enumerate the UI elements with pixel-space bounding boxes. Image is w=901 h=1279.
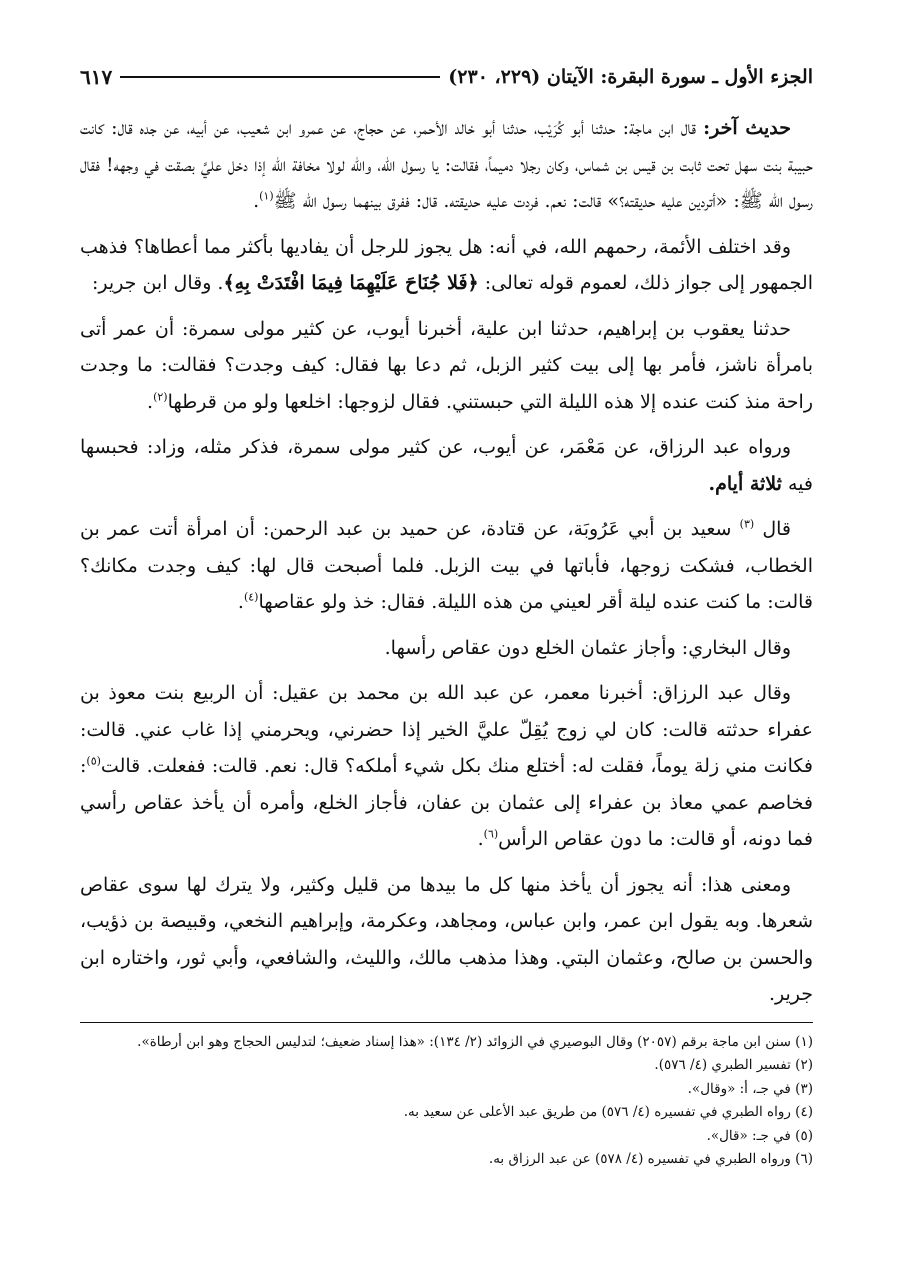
paragraph-tail: . وقال ابن جرير: (92, 272, 224, 294)
paragraph-tail: . (477, 828, 484, 850)
footnote-ref-3: (٣) (739, 517, 755, 531)
paragraph-2 (80, 229, 813, 302)
footnote-1: (١) سنن ابن ماجة برقم (٢٠٥٧) وقال البوصيري في الزوائد (٢/ ١٣٤): «هذا إسناد ضعيف؛ لتدليس الحجاج وهو ابن أرطاة». (137, 1033, 813, 1050)
footnote-ref-6: (٦) (483, 827, 499, 841)
paragraph-6 (80, 630, 813, 667)
paragraph-tail: . (237, 591, 244, 613)
paragraph-4 (80, 429, 813, 502)
paragraph-text: وقد اختلف الأئمة، رحمهم الله، في أنه: هل يجوز للرجل أن يفاديها بأكثر مما أعطاها؟ فذهب الجمهور إلى جواز ذلك، لعموم قوله تعالى: (80, 235, 813, 294)
section-lead: حديث آخر: (703, 117, 791, 139)
paragraph-text: وقال البخاري: وأجاز عثمان الخلع دون عقاص رأسها. (384, 636, 791, 659)
paragraph-3 (80, 311, 813, 421)
paragraph-tail: . (253, 190, 260, 212)
running-header (80, 62, 813, 92)
paragraph-8 (80, 867, 813, 1013)
header-rule (120, 76, 440, 78)
paragraph-text: وقال عبد الرزاق: أخبرنا معمر، عن عبد الله بن محمد بن عقيل: أن الربيع بنت معوذ بن عفراء حدثته قالت: كان لي زوج يُقِلّ عليَّ الخير إذا حضرني، ويحرمني إذا غاب عني. قالت: فكانت مني زلة يوماً، فقلت له: أختلع منك بكل شيء أملكه؟ قال: نعم. قالت: ففعلت. قالت (80, 682, 813, 777)
footnote-ref-4: (٤) (243, 590, 259, 604)
footnote-ref-2: (٢) (153, 390, 168, 404)
quran-verse: ﴿فَلا جُنَاحَ عَلَيْهِمَا فِيمَا افْتَدَتْ بِهِ﴾ (223, 272, 479, 294)
footnote-6: (٦) ورواه الطبري في تفسيره (٤/ ٥٧٨) عن عبد الرزاق به. (488, 1151, 813, 1167)
footnote-ref-5: (٥) (86, 754, 101, 768)
footnote-5: (٥) في جـ: «قال». (706, 1127, 813, 1144)
footnote-4: (٤) رواه الطبري في تفسيره (٤/ ٥٧٦) من طريق عبد الأعلى عن سعيد به. (403, 1104, 813, 1120)
paragraph-text: ومعنى هذا: أنه يجوز أن يأخذ منها كل ما بيدها من قليل وكثير، ولا يترك لها سوى عقاص شعرها. وبه يقول ابن عمر، وابن عباس، ومجاهد، وعكرمة، وإبراهيم النخعي، وقبيصة بن ذؤيب، والحسن بن صالح، وعثمان البتي. وهذا مذهب مالك، والليث، والشافعي، وأبي ثور، واختاره ابن جرير. (80, 873, 813, 1005)
paragraph-bold-tail: ثلاثة أيام. (708, 472, 782, 495)
paragraph-text: قال (754, 518, 792, 540)
paragraph-1 (80, 110, 813, 220)
paragraph-text: حدثنا يعقوب بن إبراهيم، حدثنا ابن علية، أخبرنا أيوب، عن كثير مولى سمرة: أن عمر أتى بامرأة ناشز، فأمر بها إلى بيت كثير الزبل، ثم دعا بها فقال: كيف وجدت؟ فقالت: ما وجدت راحة منذ كنت عنده إلا هذه الليلة التي حبستني. فقال لزوجها: اخلعها ولو من قرطها (80, 317, 813, 413)
footnote-3: (٣) في جـ، أ: «وقال». (687, 1080, 813, 1097)
paragraph-7 (80, 675, 813, 858)
paragraph-5 (80, 511, 813, 621)
header-title: الجزء الأول ـ سورة البقرة: الآيتان (٢٢٩، ٢٣٠) (448, 66, 813, 88)
footnote-ref-1: (١) (259, 189, 274, 203)
footnote-2: (٢) تفسير الطبري (٤/ ٥٧٦). (654, 1057, 813, 1073)
paragraph-tail: . (147, 390, 154, 413)
paragraph-text: ورواه عبد الرزاق، عن مَعْمَر، عن أيوب، عن كثير مولى سمرة، فذكر مثله، وزاد: فحبسها فيه (80, 436, 813, 495)
paragraph-text: قال ابن ماجة: حدثنا أبو كُرَيْب، حدثنا أبو خالد الأحمر، عن حجاج، عن عمرو ابن شعيب، عن أبيه، عن جده قال: كانت حبيبة بنت سهل تحت ثابت بن قيس بن شماس، وكان رجلا دميماً، فقالت: يا رسول الله، والله لولا مخافة الله إذا دخل عليَّ بصقت في وجهه! فقال رسول الله ﷺ: «أتردين عليه حديقته؟» قالت: نعم. فردت عليه حديقته. قال: ففرق بينهما رسول الله ﷺ (80, 117, 813, 212)
footnote-divider (80, 1022, 813, 1023)
page-number: ٦١٧ (80, 65, 113, 89)
paragraph-text: : فخاصم عمي معاذ بن عفراء إلى عثمان بن عفان، فأجاز الخلع، وأمره أن يأخذ عقاص رأسي فما دونه، أو قالت: ما دون عقاص الرأس (80, 755, 813, 850)
paragraph-text: سعيد بن أبي عَرُوبَة، عن قتادة، عن حميد بن عبد الرحمن: أن امرأة أتت عمر بن الخطاب، فشكت زوجها، فأباتها في بيت الزبل. فلما أصبحت قال لها: كيف وجدت مكانك؟ قالت: ما كنت عنده ليلة أقر لعيني من هذه الليلة. فقال: خذ ولو عقاصها (80, 518, 813, 613)
footnotes (80, 1031, 813, 1172)
